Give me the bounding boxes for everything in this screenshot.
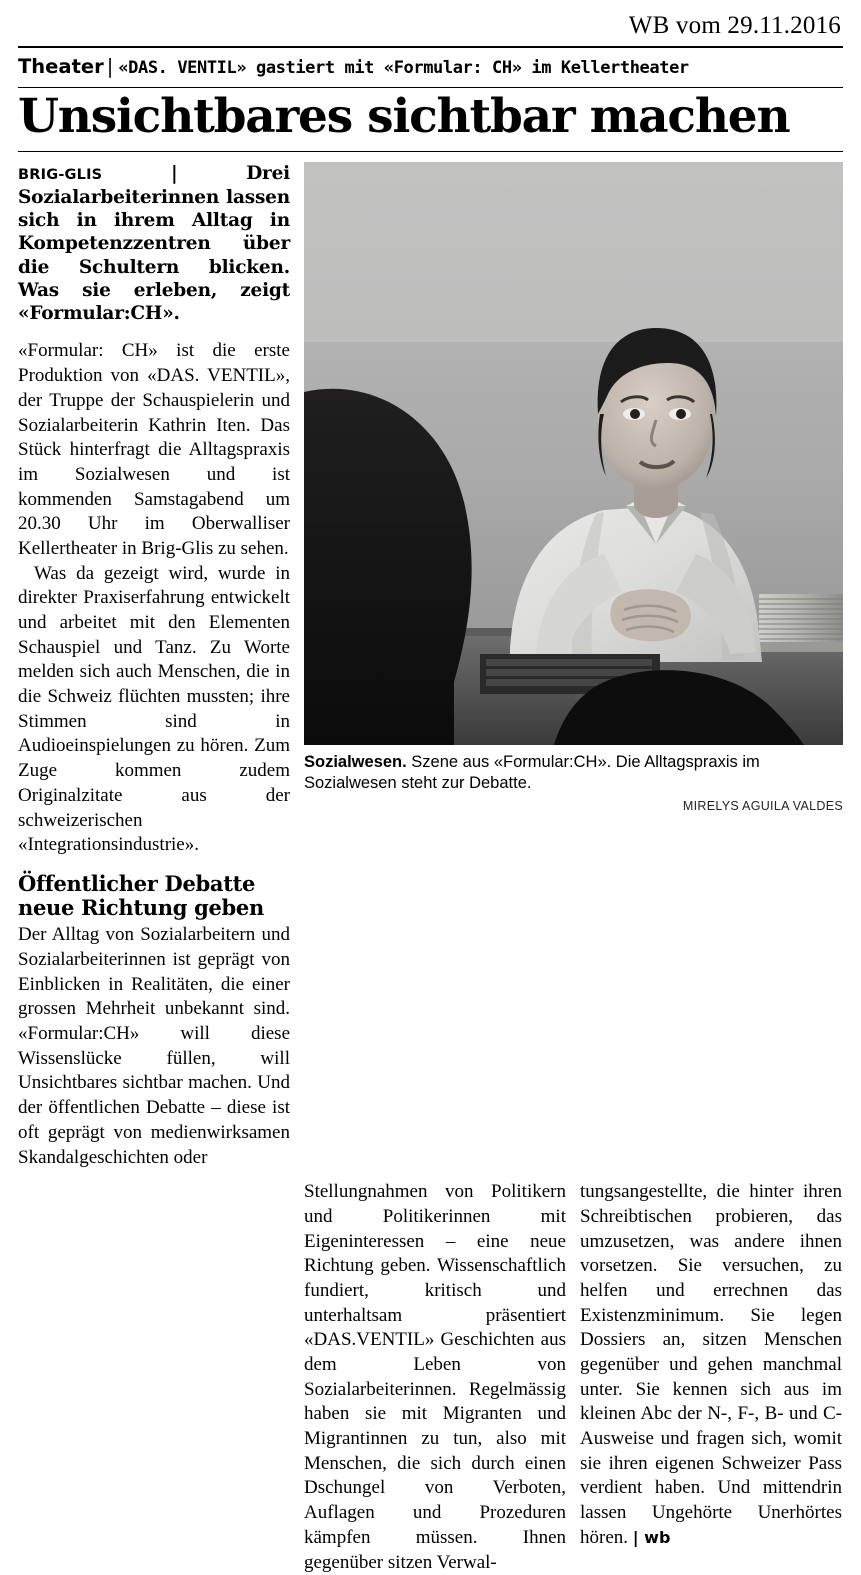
dateline-separator: | [170,163,178,185]
photo-block [304,162,843,813]
divider-kicker [18,87,843,88]
column-3-text: tungsangestellte, die hinter ihren Schreibtischen probieren, das umzusetzen, was andere ihnen vorsetzen. Sie versuchen, zu helfen und errechnen das Existenzminimum. Sie legen Dossiers an, sitzen Menschen gegenüber und gehen manchmal unter. Sie kennen sich aus im kleinen Abc der N-, F-, B- und C-Ausweise und fragen sich, womit sie ihren eigenen Schweizer Pass verdient haben. Und mittendrin lassen Ungehörte Unerhörtes hören. [580,1181,842,1548]
paragraph: Stellungnahmen von Politikern und Politikerinnen mit Eigeninteressen – eine neue Richtung geben. Wissenschaftlich fundiert, kritisch und unterhaltsam präsentiert «DAS.VENTIL» Geschichten aus dem Leben von Sozialarbeiterinnen. Regelmässig haben sie mit Migranten und Migrantinnen zu tun, also mit Menschen, die sich durch einen Dschungel von Verboten, Auflagen und Prozeduren kämpfen müssen. Ihnen gegenüber sitzen Verwal- [304,1181,566,1573]
article-column-2 [304,1180,566,1575]
paragraph: Der Alltag von Sozialarbeitern und Sozialarbeiterinnen ist geprägt von Einblicken in Realitäten, die einer grossen Mehrheit unbekannt sind. «Formular:CH» will diese Wissenslücke füllen, will Unsichtbares sichtbar machen. Und der öffentlichen Debatte – diese ist oft geprägt von medienwirksamen Skandalgeschichten oder [18,924,290,1168]
photo-caption [304,752,843,794]
bottom-region [18,1180,843,1575]
article-photo [304,162,843,745]
source-date: WB vom 29.11.2016 [628,12,841,39]
folded-hands [610,590,690,642]
article-signature: | wb [632,1527,671,1547]
lead-text: Drei Sozialarbeiterinnen lassen sich in ihrem Alltag in Kompetenzzentren über die Schultern blicken. Was sie erleben, zeigt «Formular:CH». [18,163,290,325]
article-column-1 [18,162,290,1170]
kicker-separator: | [106,55,114,78]
paper-stack [756,594,843,652]
column-3-body [580,1180,842,1550]
section-subheading: Öffentlicher Debatte neue Richtung geben [18,870,264,920]
article-column-3 [580,1180,842,1550]
caption-text: Szene aus «Formular:CH». Die Alltagspraxis im Sozialwesen steht zur Debatte. [304,753,760,793]
column-1-body [18,339,290,857]
lead-paragraph [18,162,290,325]
kicker-subtitle: «DAS. VENTIL» gastiert mit «Formular: CH» im Kellertheater [118,58,689,78]
dateline-place: BRIG-GLIS [18,167,103,184]
column-1-body-continued [18,923,290,1170]
top-region [18,162,843,1170]
photo-credit: MIRELYS AGUILA VALDES [682,799,843,814]
page-title: Unsichtbares sichtbar machen [18,88,790,144]
kicker [18,54,843,85]
divider-top [18,46,843,48]
column-2-body [304,1180,566,1575]
divider-headline [18,151,843,152]
paragraph: Was da gezeigt wird, wurde in direkter Praxiserfahrung entwickelt und arbeitet mit den Elementen Schauspiel und Tanz. Zu Worte melden sich auch Menschen, die in die Schweiz flüchten mussten; ihre Stimmen sind in Audioeinspielungen zu hören. Zum Zuge kommen zudem Originalzitate aus der schweizerischen «Integrationsindustrie». [18,562,290,856]
kicker-section: Theater [18,55,104,78]
paragraph [580,1180,842,1550]
paragraph: «Formular: CH» ist die erste Produktion von «DAS. VENTIL», der Truppe der Schauspielerin und Sozialarbeiterin Kathrin Iten. Das Stück hinterfragt die Alltagspraxis im Sozialwesen und ist kommenden Samstagabend um 20.30 Uhr im Oberwalliser Kellertheater in Brig-Glis zu sehen. [18,340,290,559]
caption-lead: Sozialwesen. [304,753,407,772]
